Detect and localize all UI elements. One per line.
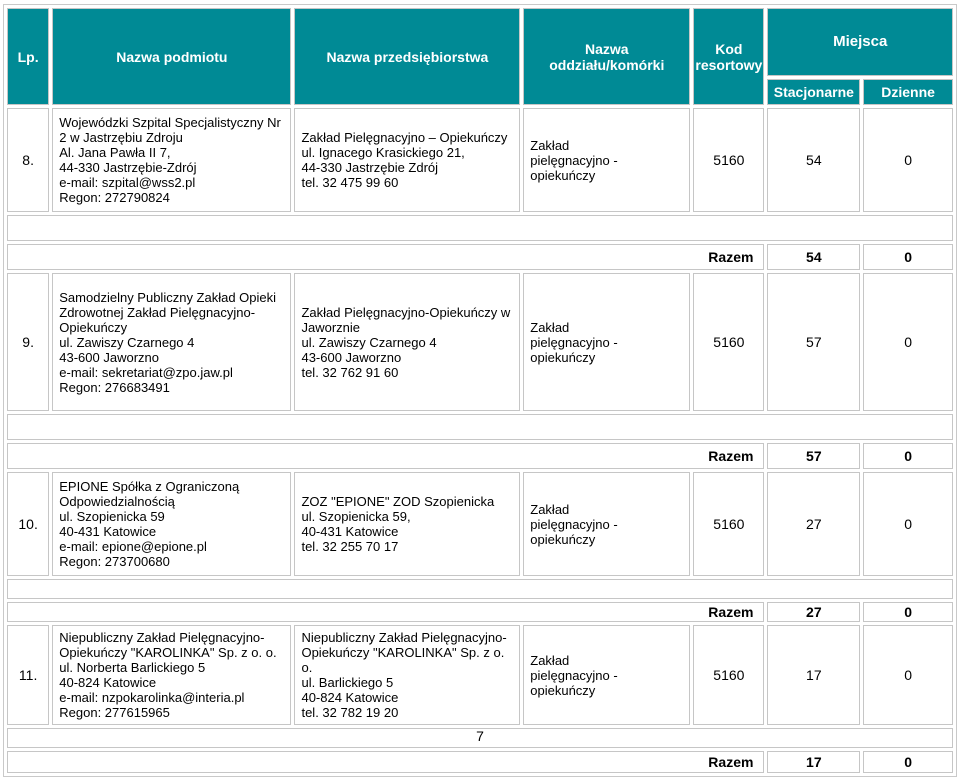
header-miejsca: Miejsca: [767, 8, 953, 76]
razem-dzienne: 0: [863, 244, 953, 270]
header-przedsiebiorstwo: Nazwa przedsiębiorstwa: [294, 8, 520, 105]
row-kod: 5160: [693, 625, 764, 725]
razem-label: Razem: [7, 244, 764, 270]
header-dzienne: Dzienne: [863, 79, 953, 105]
razem-row: [7, 602, 953, 622]
beds-table: [3, 4, 957, 777]
razem-dzienne: 0: [863, 602, 953, 622]
row-stacjonarne: 54: [767, 108, 860, 212]
table-row: [7, 273, 953, 411]
row-lp: 10.: [7, 472, 49, 576]
row-dzienne: 0: [863, 625, 953, 725]
row-dzienne: 0: [863, 273, 953, 411]
header-oddzial: Nazwa oddziału/komórki: [523, 8, 690, 105]
table-row: [7, 625, 953, 725]
row-oddzial: Zakład pielęgnacyjno - opiekuńczy: [523, 625, 690, 725]
row-oddzial: Zakład pielęgnacyjno - opiekuńczy: [523, 472, 690, 576]
row-przedsiebiorstwo: Niepubliczny Zakład Pielęgnacyjno- Opiekuńczy "KAROLINKA" Sp. z o. o. ul. Barlickiego 5 40-824 Katowice tel. 32 782 19 20: [294, 625, 520, 725]
row-przedsiebiorstwo: ZOZ "EPIONE" ZOD Szopienicka ul. Szopienicka 59, 40-431 Katowice tel. 32 255 70 17: [294, 472, 520, 576]
razem-row: [7, 751, 953, 773]
row-lp: 9.: [7, 273, 49, 411]
razem-row: [7, 443, 953, 469]
row-lp: 8.: [7, 108, 49, 212]
spacer-row: [7, 215, 953, 241]
row-dzienne: 0: [863, 108, 953, 212]
row-przedsiebiorstwo: Zakład Pielęgnacyjno-Opiekuńczy w Jaworznie ul. Zawiszy Czarnego 4 43-600 Jaworzno tel. 32 762 91 60: [294, 273, 520, 411]
header-stacjonarne: Stacjonarne: [767, 79, 860, 105]
table-row: [7, 472, 953, 576]
row-stacjonarne: 27: [767, 472, 860, 576]
header-lp: Lp.: [7, 8, 49, 105]
row-stacjonarne: 17: [767, 625, 860, 725]
spacer-row: [7, 414, 953, 440]
razem-dzienne: 0: [863, 751, 953, 773]
razem-stacjonarne: 17: [767, 751, 860, 773]
row-kod: 5160: [693, 472, 764, 576]
razem-dzienne: 0: [863, 443, 953, 469]
razem-label: Razem: [7, 443, 764, 469]
row-oddzial: Zakład pielęgnacyjno - opiekuńczy: [523, 108, 690, 212]
row-podmiot: Niepubliczny Zakład Pielęgnacyjno- Opiekuńczy "KAROLINKA" Sp. z o. o. ul. Norberta Barlickiego 5 40-824 Katowice e-mail: nzpokarolinka@interia.pl Regon: 277615965: [52, 625, 291, 725]
razem-label: Razem: [7, 751, 764, 773]
razem-row: [7, 244, 953, 270]
row-stacjonarne: 57: [767, 273, 860, 411]
spacer-row: [7, 579, 953, 599]
row-podmiot: Wojewódzki Szpital Specjalistyczny Nr 2 w Jastrzębiu Zdroju Al. Jana Pawła II 7, 44-330 Jastrzębie-Zdrój e-mail: szpital@wss2.pl Regon: 272790824: [52, 108, 291, 212]
row-lp: 11.: [7, 625, 49, 725]
razem-stacjonarne: 57: [767, 443, 860, 469]
header-row: [7, 8, 953, 76]
row-podmiot: Samodzielny Publiczny Zakład Opieki Zdrowotnej Zakład Pielęgnacyjno- Opiekuńczy ul. Zawiszy Czarnego 4 43-600 Jaworzno e-mail: sekretariat@zpo.jaw.pl Regon: 276683491: [52, 273, 291, 411]
row-dzienne: 0: [863, 472, 953, 576]
row-kod: 5160: [693, 273, 764, 411]
razem-stacjonarne: 54: [767, 244, 860, 270]
header-podmiot: Nazwa podmiotu: [52, 8, 291, 105]
header-kod: Kod resortowy: [693, 8, 764, 105]
table-row: [7, 108, 953, 212]
row-podmiot: EPIONE Spółka z Ograniczoną Odpowiedzialnością ul. Szopienicka 59 40-431 Katowice e-mail: epione@epione.pl Regon: 273700680: [52, 472, 291, 576]
page-number: 7: [476, 728, 484, 744]
razem-stacjonarne: 27: [767, 602, 860, 622]
row-oddzial: Zakład pielęgnacyjno - opiekuńczy: [523, 273, 690, 411]
row-przedsiebiorstwo: Zakład Pielęgnacyjno – Opiekuńczy ul. Ignacego Krasickiego 21, 44-330 Jastrzębie Zdrój tel. 32 475 99 60: [294, 108, 520, 212]
razem-label: Razem: [7, 602, 764, 622]
row-kod: 5160: [693, 108, 764, 212]
